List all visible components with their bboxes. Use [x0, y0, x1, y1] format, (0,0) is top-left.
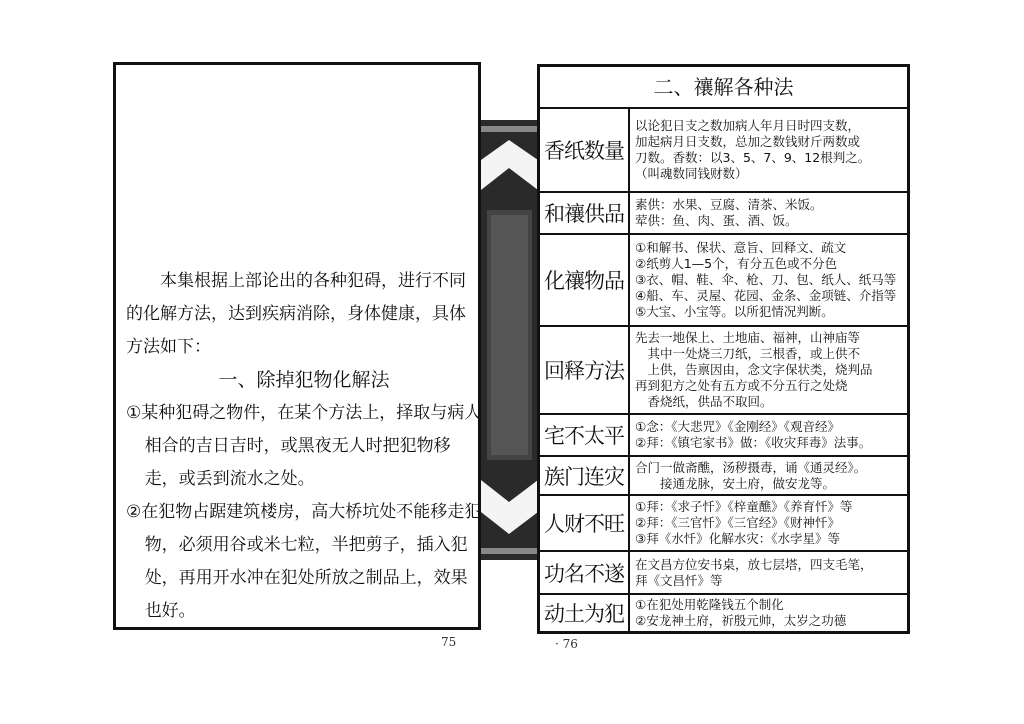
table-row	[540, 456, 907, 495]
table-row	[540, 414, 907, 456]
desc-line: 再到犯方之处有五方或不分五行之处烧	[635, 378, 848, 393]
table-row	[540, 234, 907, 326]
row-description	[629, 594, 907, 631]
desc-line: 拜《文昌忏》等	[635, 572, 723, 588]
desc-line: 素供：水果、豆腐、清茶、米饭。	[635, 197, 823, 212]
table-row	[540, 109, 907, 192]
desc-line: 上供，告禀因由，念文字保状类，烧判品	[635, 362, 873, 377]
desc-line: （叫魂数同钱财数）	[635, 166, 748, 181]
desc-line: ①和解书、保状、意旨、回释文、疏文	[635, 240, 847, 255]
row-name: 功名不遂	[540, 551, 629, 594]
desc-line: 先去一地保上、土地庙、福神，山神庙等	[635, 330, 861, 345]
table-row	[540, 495, 907, 551]
row-description	[629, 495, 907, 551]
desc-line: ④船、车、灵屋、花园、金条、金项链、介指等	[635, 288, 897, 303]
desc-line: 荤供：鱼、肉、蛋、酒、饭。	[635, 213, 798, 228]
table-row	[540, 192, 907, 234]
table-row	[540, 594, 907, 631]
method-item-2: ②在犯物占踞建筑楼房，高大桥坑处不能移走犯物，必须用谷或米七粒，半把剪子，插入犯处，再用开水冲在犯处所放之制品上，效果也好。	[126, 502, 482, 621]
desc-line: 在文昌方位安书桌，放七层塔，四支毛笔，	[635, 556, 873, 572]
desc-line: 以论犯日支之数加病人年月日时四支数，	[635, 118, 861, 133]
desc-line: 刀数。香数：以3、5、7、9、12根判之。	[635, 150, 871, 165]
row-description	[629, 551, 907, 594]
row-description	[629, 109, 907, 192]
desc-line: ③拜《水忏》化解水灾：《水孛星》等	[635, 531, 840, 546]
row-description	[629, 192, 907, 234]
row-name: 化禳物品	[540, 234, 629, 326]
desc-line: ③衣、帽、鞋、伞、枪、刀、包、纸人、纸马等	[635, 272, 897, 287]
desc-line: ①念：《大悲咒》《金刚经》《观音经》	[635, 419, 840, 434]
row-name: 和禳供品	[540, 192, 629, 234]
row-name: 动土为犯	[540, 594, 629, 631]
row-name: 人财不旺	[540, 495, 629, 551]
desc-line: ②拜：《镇宅家书》做：《收灾拜毒》法事。	[635, 435, 872, 450]
row-description	[629, 326, 907, 414]
binding-decoration	[481, 120, 538, 560]
intro-paragraph: 本集根据上部论出的各种犯碍，进行不同的化解方法，达到疾病消除，身体健康，具体方法如下：	[126, 271, 466, 357]
page-number-left: 75	[441, 635, 457, 649]
section-heading: 一、除掉犯物化解法	[218, 369, 390, 391]
desc-line: ⑤大宝、小宝等。以所犯情况判断。	[635, 304, 834, 319]
row-name: 香纸数量	[540, 109, 629, 192]
right-page	[537, 64, 910, 634]
row-description	[629, 414, 907, 456]
table-row	[540, 326, 907, 414]
desc-line: ①在犯处用乾隆钱五个制化	[635, 597, 784, 612]
desc-line: 其中一处烧三刀纸，三根香，或上供不	[635, 346, 861, 361]
row-name: 宅不太平	[540, 414, 629, 456]
row-description	[629, 456, 907, 495]
desc-line: 加起病月日支数，总加之数钱财斤两数或	[635, 134, 861, 149]
desc-line: ②纸剪人1—5个，有分五色或不分色	[635, 256, 838, 271]
method-item-1: ①某种犯碍之物件，在某个方法上，择取与病人相合的吉日吉时，或黑夜无人时把犯物移走，或丢到流水之处。	[126, 403, 482, 489]
table-row	[540, 551, 907, 594]
row-name: 回释方法	[540, 326, 629, 414]
desc-line: 香烧纸，供品不取回。	[635, 394, 773, 409]
page-number-right: · 76	[555, 637, 578, 651]
row-name: 族门连灾	[540, 456, 629, 495]
desc-line: ①拜：《求子忏》《梓童醮》《养育忏》等	[635, 499, 853, 514]
desc-line: ②拜：《三官忏》《三官经》《财神忏》	[635, 515, 840, 530]
row-description	[629, 234, 907, 326]
methods-table	[540, 109, 907, 631]
desc-line: 合门一做斋醮，汤秽摄毒，诵《通灵经》。	[635, 459, 867, 475]
left-page	[113, 62, 481, 630]
left-page-body	[126, 265, 482, 628]
desc-line: ②安龙神土府，祈殷元帅，太岁之功德	[635, 613, 847, 628]
desc-line: 接通龙脉，安土府，做安龙等。	[635, 475, 836, 491]
right-page-title: 二、禳解各种法	[540, 67, 907, 109]
